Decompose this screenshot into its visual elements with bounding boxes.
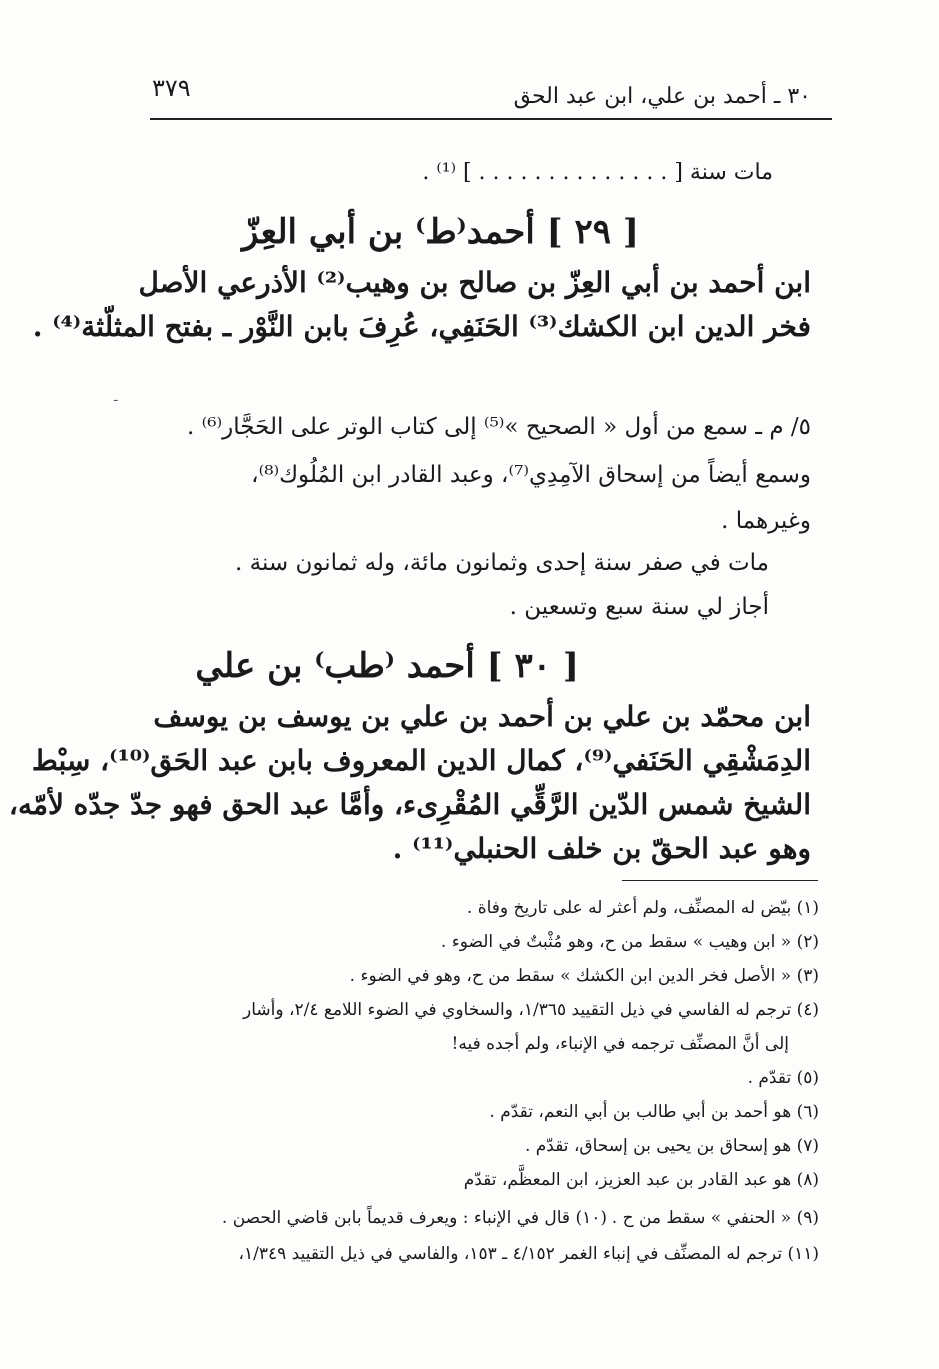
entry-29-lineage-line-2: فخر الدين ابن الكشك⁽³⁾ الحَنَفِي، عُرِفَ بابن النَّوْر ـ بفتح المثلّثة⁽⁴⁾ . bbox=[32, 310, 811, 343]
entry-30-title: [ ٣٠ ] أحمد ⁽طب⁾ بن علي bbox=[195, 646, 579, 686]
footnote-9: (٩) « الحنفي » سقط من ح . bbox=[611, 1208, 819, 1228]
entry-29-death-line: مات في صفر سنة إحدى وثمانون مائة، وله ثمانون سنة . bbox=[235, 550, 769, 576]
running-header-title: ٣٠ ـ أحمد بن علي، ابن عبد الحق bbox=[513, 84, 811, 109]
footnote-4-continued: إلى أنَّ المصنِّف ترجمه في الإنباء، ولم أجده فيه! bbox=[451, 1034, 789, 1054]
footnote-3: (٣) « الأصل فخر الدين ابن الكشك » سقط من ح، وهو في الضوء . bbox=[349, 966, 819, 986]
header-rule bbox=[150, 118, 832, 120]
footnote-4: (٤) ترجم له الفاسي في ذيل التقييد ١/٣٦٥، والسخاوي في الضوء اللامع ٢/٤، وأشار bbox=[243, 1000, 819, 1020]
entry-29-license-line: أجاز لي سنة سبع وتسعين . bbox=[509, 594, 769, 620]
footnote-7: (٧) هو إسحاق بن يحيى بن إسحاق، تقدّم . bbox=[524, 1136, 819, 1156]
page-number: ٣٧٩ bbox=[152, 74, 191, 102]
footnote-8: (٨) هو عبد القادر بن عبد العزيز، ابن المعظَّم، تقدّم bbox=[463, 1170, 819, 1190]
footnote-2: (٢) « ابن وهيب » سقط من ح، وهو مُثْبتٌ في الضوء . bbox=[440, 932, 819, 952]
entry-30-lineage-line-3: الشيخ شمس الدّين الرَّقِّي المُقْرِىء، وأمَّا عبد الحق فهو جدّ جدّه لأمّه، bbox=[8, 788, 811, 821]
footnote-1: (١) بيّض له المصنِّف، ولم أعثر له على تاريخ وفاة . bbox=[466, 898, 819, 918]
entry-30-lineage-line-2: الدِمَشْقِي الحَنَفي⁽⁹⁾، كمال الدين المعروف بابن عبد الحَق⁽¹⁰⁾، سِبْط bbox=[31, 744, 811, 777]
footnote-6: (٦) هو أحمد بن أبي طالب بن أبي النعم، تقدّم . bbox=[489, 1102, 819, 1122]
entry-30-lineage-line-4: وهو عبد الحقّ بن خلف الحنبلي⁽¹¹⁾ . bbox=[392, 832, 811, 865]
entry-29-body-line-2: وسمع أيضاً من إسحاق الآمِدِي⁽⁷⁾، وعبد القادر ابن المُلُوك⁽⁸⁾، bbox=[251, 462, 811, 488]
footnote-5: (٥) تقدّم . bbox=[747, 1068, 819, 1088]
footnote-11: (١١) ترجم له المصنِّف في إنباء الغمر ٤/١٥٢ ـ ١٥٣، والفاسي في ذيل التقييد ١/٣٤٩، bbox=[238, 1244, 819, 1264]
entry-29-body-line-1: ٥/ م ـ سمع من أول « الصحيح »⁽⁵⁾ إلى كتاب الوتر على الحَجَّار⁽⁶⁾ . bbox=[186, 414, 811, 440]
entry-29-lineage-line-1: ابن أحمد بن أبي العِزّ بن صالح بن وهيب⁽²⁾ الأذرعي الأصل bbox=[138, 266, 811, 299]
entry-29-title: [ ٢٩ ] أحمد⁽ط⁾ بن أبي العِزّ bbox=[242, 212, 639, 252]
entry-29-body-line-3: وغيرهما . bbox=[721, 508, 811, 534]
entry-30-lineage-line-1: ابن محمّد بن علي بن أحمد بن علي بن يوسف بن يوسف bbox=[153, 700, 811, 733]
footnote-10: (١٠) قال في الإنباء : ويعرف قديماً بابن قاضي الحصن . bbox=[221, 1208, 607, 1228]
footnote-separator bbox=[622, 880, 818, 881]
death-year-line: مات سنة [ . . . . . . . . . . . . . . ] ⁽¹⁾ . bbox=[422, 160, 773, 185]
margin-mark: ـ bbox=[114, 390, 118, 404]
